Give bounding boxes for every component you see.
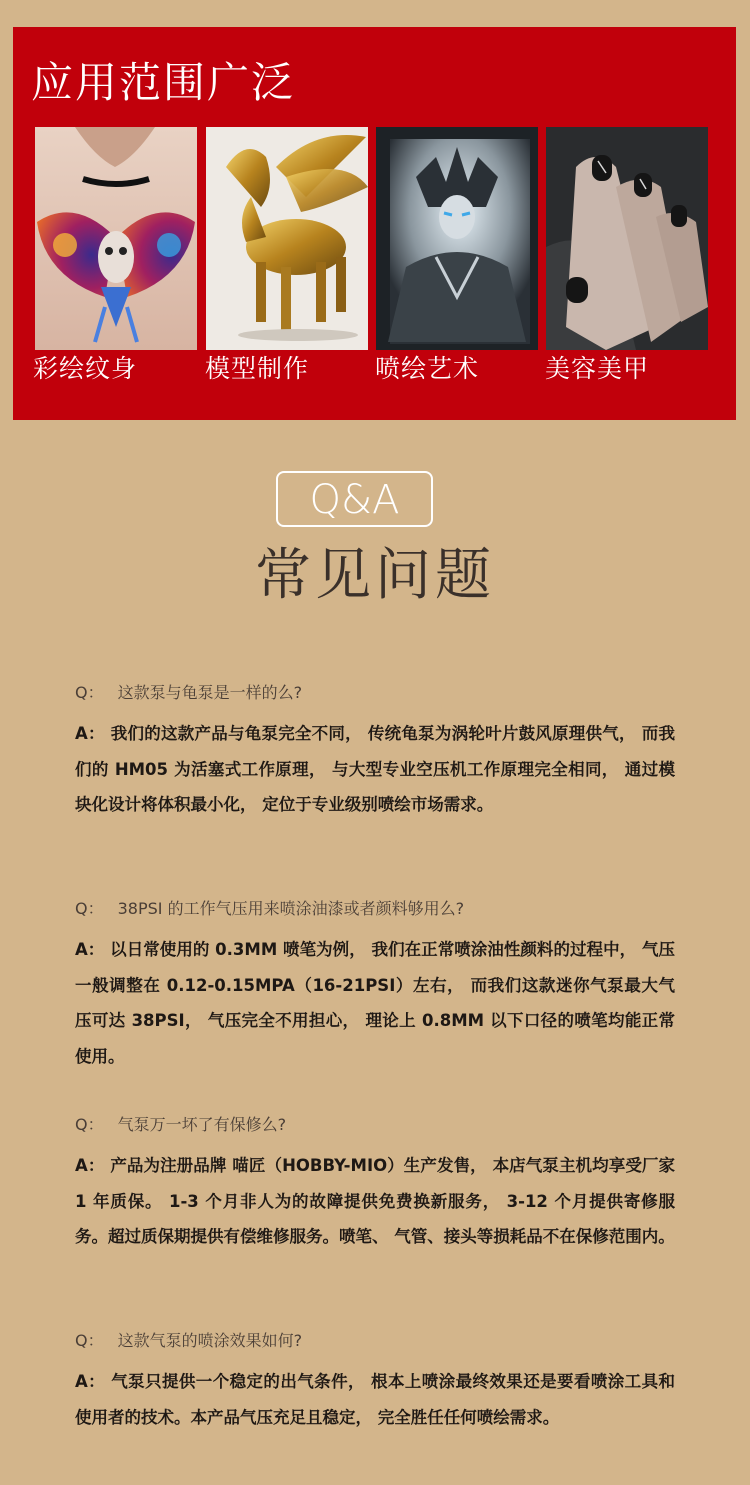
app-card-airbrush-art (376, 127, 538, 350)
answer-body: 以日常使用的 0.3MM 喷笔为例， 我们在正常喷涂油性颜料的过程中， 气压一般调整在 0.12-0.15MPA（16-21PSI）左右， 而我们这款迷你气泵最大气压可达 38PSI， 气压完全不用担心， 理论上 0.8MM 以下口径的喷笔均能正常使用。 (75, 940, 676, 1066)
question-text: 这款气泵的喷涂效果如何? (117, 1331, 303, 1350)
answer-marker: A： (75, 940, 105, 959)
answer-text (75, 1148, 675, 1255)
faq-title: 常见问题 (255, 543, 495, 608)
app-label-nails: 美容美甲 (545, 354, 650, 383)
app-label-tattoo: 彩绘纹身 (33, 354, 138, 383)
app-card-nails (546, 127, 708, 350)
answer-marker: A： (75, 1372, 106, 1391)
answer-marker: A： (75, 1156, 105, 1175)
answer-body: 我们的这款产品与龟泵完全不同， 传统龟泵为涡轮叶片鼓风原理供气， 而我们的 HM05 为活塞式工作原理， 与大型专业空压机工作原理完全相同， 通过模块化设计将体积最小化， 定位于专业级别喷绘市场需求。 (75, 724, 675, 814)
question-line (75, 1114, 675, 1136)
faq-item (75, 1330, 675, 1435)
answer-text (75, 932, 675, 1074)
faq-item (75, 682, 675, 823)
app-label-model: 模型制作 (205, 354, 310, 383)
app-card-tattoo (35, 127, 197, 350)
applications-title: 应用范围广泛 (31, 58, 296, 107)
nails-image (546, 127, 708, 350)
question-text: 这款泵与龟泵是一样的么? (117, 683, 303, 702)
question-marker: Q： (75, 1115, 104, 1134)
app-card-model (206, 127, 368, 350)
answer-body: 产品为注册品牌 喵匠（HOBBY-MIO）生产发售， 本店气泵主机均享受厂家 1 年质保。 1-3 个月非人为的故障提供免费换新服务， 3-12 个月提供寄修服务。超过质保期提供有偿维修服务。喷笔、 气管、接头等损耗品不在保修范围内。 (75, 1156, 676, 1246)
answer-body: 气泵只提供一个稳定的出气条件， 根本上喷涂最终效果还是要看喷涂工具和使用者的技术。本产品气压充足且稳定， 完全胜任任何喷绘需求。 (75, 1372, 675, 1427)
model-image (206, 127, 368, 350)
answer-marker: A： (75, 724, 105, 743)
question-line (75, 1330, 675, 1352)
question-marker: Q： (75, 683, 104, 702)
answer-text (75, 716, 675, 823)
question-marker: Q： (75, 1331, 104, 1350)
question-text: 38PSI 的工作气压用来喷涂油漆或者颜料够用么? (117, 899, 465, 918)
faq-item (75, 1114, 675, 1255)
applications-panel (13, 27, 736, 420)
faq-item (75, 898, 675, 1074)
question-text: 气泵万一坏了有保修么? (117, 1115, 287, 1134)
question-line (75, 682, 675, 704)
answer-text (75, 1364, 675, 1435)
qa-badge: Q&A (276, 471, 433, 527)
tattoo-image (35, 127, 197, 350)
question-marker: Q： (75, 899, 104, 918)
question-line (75, 898, 675, 920)
airbrush-art-image (376, 127, 538, 350)
app-label-airbrush-art: 喷绘艺术 (375, 354, 480, 383)
